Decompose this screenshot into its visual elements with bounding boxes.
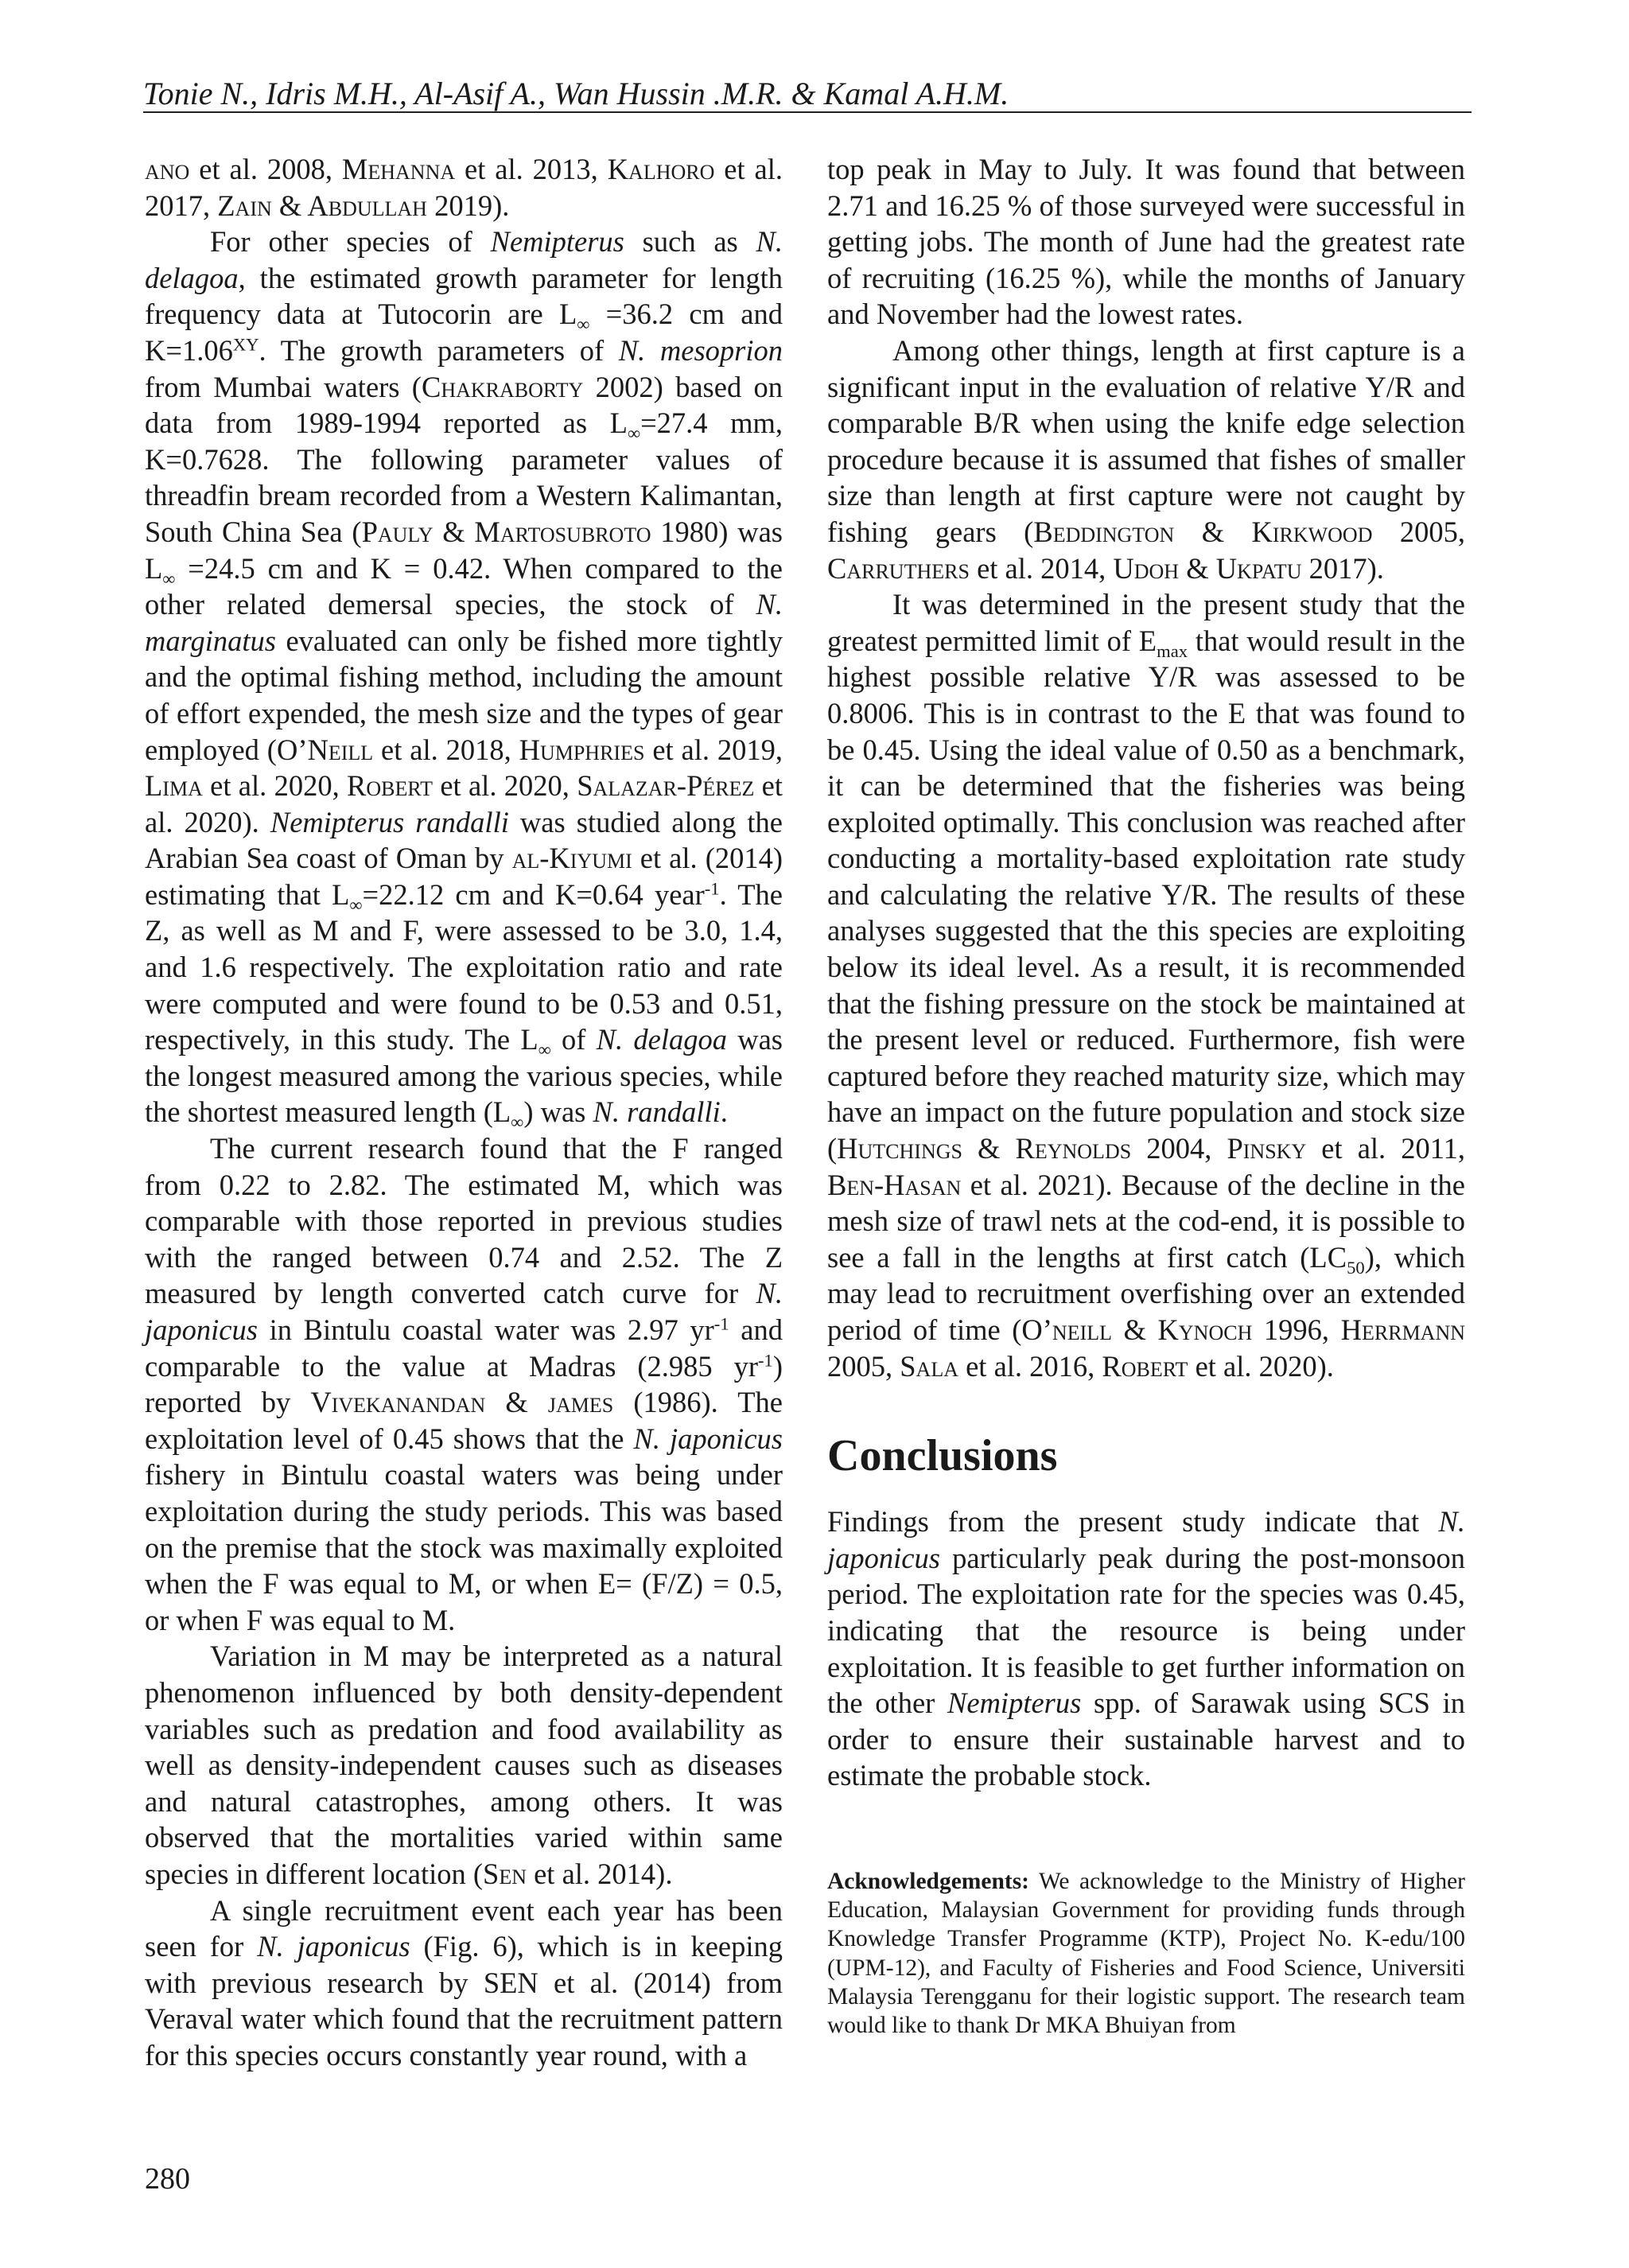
paragraph-8: It was determined in the present study that the greatest permitted limit of $E_{max}$ that would result in the highest possible relative Y/R was assessed to be 0.8006. This is in contrast to the E that was found to be 0.45. Using the ideal value of 0.50 as a benchmark, it can be determined that the fisheries was being exploited optimally. This conclusion was reached after conducting a mortality-based exploitation rate study and calculating the relative Y/R. The results of these analyses suggested that the this species are exploiting below its ideal level. As a result, it is recommended that the fishing pressure on the stock be maintained at the present level or reduced. Furthermore, fish were captured before they reached maturity size, which may have an impact on the future population and stock size (Hutchings & Reynolds 2004, Pinsky et al. 2011, Ben-Hasan et al. 2021). Because of the decline in the mesh size of trawl nets at the cod-end, it is possible to see a fall in the lengths at first catch $(LC_{50})$, which may lead to recruitment overfishing over an extended period of time (O’neill & Kynoch 1996, Herrmann 2005, Sala et al. 2016, Robert et al. 2020). (827, 588, 1466, 1383)
paragraph-5: A single recruitment event each year has been seen for N. japonicus (Fig. 6), which is in keeping with previous research by SEN et al. (2014) from Veraval water which found that the recruitment pattern for this species occurs constantly year round, with a (145, 1893, 783, 2072)
paragraph-3: The current research found that the F ranged from 0.22 to 2.82. The estimated M, which was comparable with those reported in previous studies with the ranged between 0.74 and 2.52. The Z measured by length converted catch curve for N. japonicus in Bintulu coastal water was 2.97 $yr^{-1}$ and comparable to the value at Madras (2.985 $yr^{-1}$) reported by Vivekanandan & james (1986). The exploitation level of 0.45 shows that the N. japonicus fishery in Bintulu coastal waters was being under exploitation during the study periods. This was based on the premise that the stock was maximally exploited when the F was equal to M, or when E= (F/Z) = 0.5, or when F was equal to M. (145, 1132, 783, 1636)
acknowledgements-label: Acknowledgements: (827, 1868, 1030, 1894)
running-head: Tonie N., Idris M.H., Al-Asif A., Wan Hussin .M.R. & Kamal A.H.M. (143, 76, 1009, 111)
paragraph-7: Among other things, length at first capture is a significant input in the evaluation of relative Y/R and comparable B/R when using the knife edge selection procedure because it is assumed that fishes of smaller size than length at first capture were not caught by fishing gears (Beddington & Kirkwood 2005, Carruthers et al. 2014, Udoh & Ukpatu 2017). (827, 333, 1465, 585)
paragraph-1: ano et al. 2008, Mehanna et al. 2013, Kalhoro et al. 2017, Zain & Abdullah 2019). (145, 153, 783, 222)
paragraph-6: top peak in May to July. It was found that between 2.71 and 16.25 % of those surveyed were successful in getting jobs. The month of June had the greatest rate of recruiting (16.25 %), while the months of January and November had the lowest rates. (827, 153, 1465, 331)
header-rule (143, 111, 1472, 113)
conclusions-heading: Conclusions (827, 1431, 1058, 1481)
acknowledgements: Acknowledgements: We acknowledge to the Ministry of Higher Education, Malaysian Government for providing funds through Knowledge Transfer Programme (KTP), Project No. K-edu/100 (UPM-12), and Faculty of Fisheries and Food Science, Universiti Malaysia Terengganu for their logistic support. The research team would like to thank Dr MKA Bhuiyan from (827, 1868, 1465, 2038)
paragraph-9: Findings from the present study indicate that N. japonicus particularly peak during the post-monsoon period. The exploitation rate for the species was 0.45, indicating that the resource is being under exploitation. It is feasible to get further information on the other Nemipterus spp. of Sarawak using SCS in order to ensure their sustainable harvest and to estimate the probable stock. (827, 1505, 1465, 1792)
paragraph-4: Variation in M may be interpreted as a natural phenomenon influenced by both density-dependent variables such as predation and food availability as well as density-independent causes such as diseases and natural catastrophes, among others. It was observed that the mortalities varied within same species in different location (Sen et al. 2014). (145, 1640, 783, 1890)
right-column (827, 151, 1465, 2040)
left-column (145, 151, 783, 2073)
paragraph-2: For other species of Nemipterus such as N. delagoa, the estimated growth parameter for length frequency data at Tutocorin are $L_\infty =36.2$ cm and $K=1.06^{XY}$. The growth parameters of N. mesoprion from Mumbai waters (Chakraborty 2002) based on data from 1989-1994 reported as $L_\infty=27.4$ mm, K=0.7628. The following parameter values of threadfin bream recorded from a Western Kalimantan, South China Sea (Pauly & Martosubroto 1980) was $L_\infty =24.5$ cm and K = 0.42. When compared to the other related demersal species, the stock of N. marginatus evaluated can only be fished more tightly and the optimal fishing method, including the amount of effort expended, the mesh size and the types of gear employed (O’Neill et al. 2018, Humphries et al. 2019, Lima et al. 2020, Robert et al. 2020, Salazar-Pérez et al. 2020). Nemipterus randalli was studied along the Arabian Sea coast of Oman by al-Kiyumi et al. (2014) estimating that $L_\infty=22.12$ cm and K=0.64 year$^{-1}$. The Z, as well as M and F, were assessed to be 3.0, 1.4, and 1.6 respectively. The exploitation ratio and rate were computed and were found to be 0.53 and 0.51, respectively, in this study. The $L_\infty$ of N. delagoa was the longest measured among the various species, while the shortest measured length $(L_\infty)$ was N. randalli. (145, 225, 783, 1133)
page-number: 280 (145, 2162, 190, 2196)
